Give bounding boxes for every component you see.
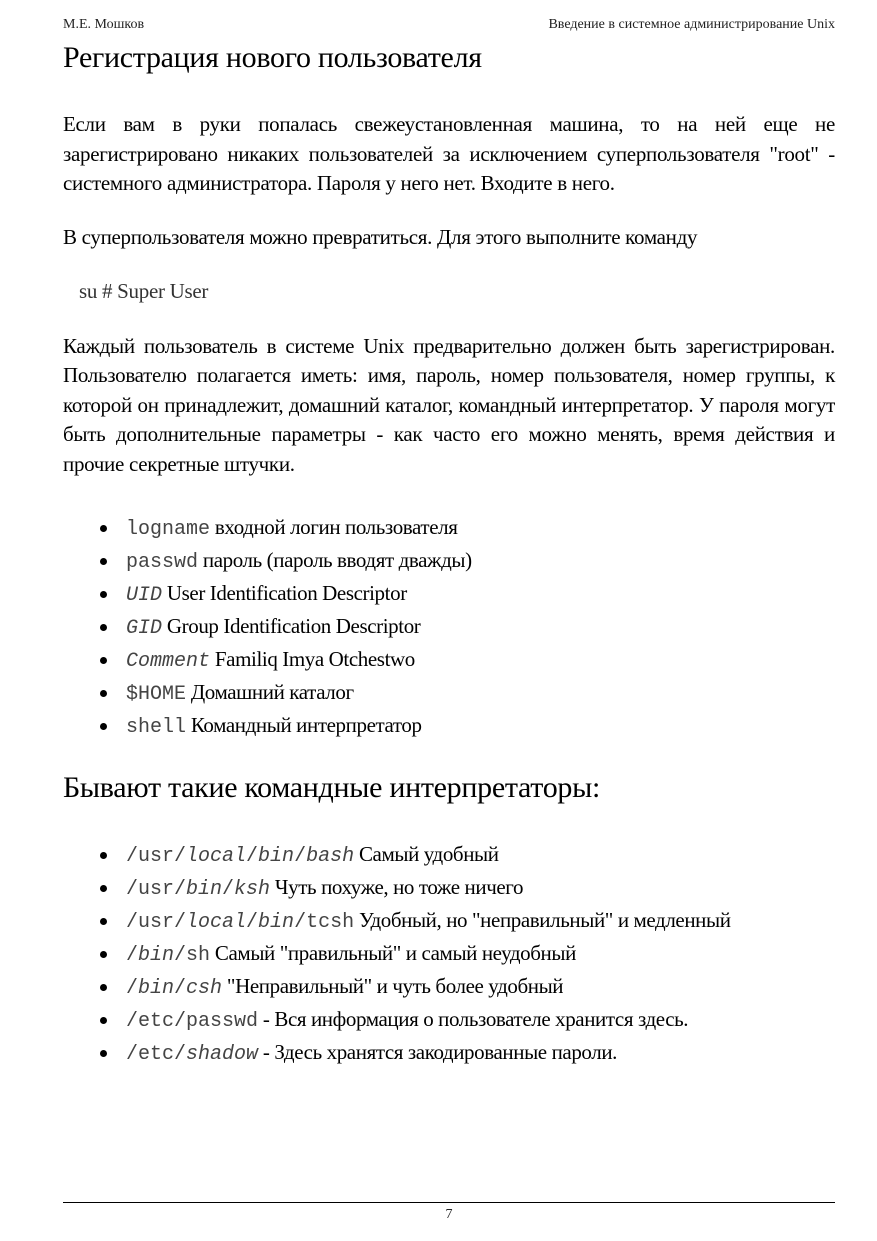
list-item [63, 938, 835, 971]
field-name: passwd [126, 551, 199, 574]
list-item [63, 710, 835, 743]
bullet-icon [100, 657, 107, 664]
list-item [63, 578, 835, 611]
shells-list [63, 839, 835, 1070]
field-name: shell [126, 716, 187, 739]
field-name: GID [126, 617, 163, 640]
list-item [63, 1037, 835, 1070]
shell-desc: Удобный, но "неправильный" и медленный [358, 908, 731, 932]
list-item [63, 839, 835, 872]
shell-desc: Чуть похуже, но тоже ничего [274, 875, 524, 899]
list-item [63, 644, 835, 677]
list-item [63, 1004, 835, 1037]
shell-desc: "Неправильный" и чуть более удобный [226, 974, 564, 998]
page-footer [63, 1202, 835, 1223]
field-desc: User Identification Descriptor [166, 581, 407, 605]
shell-path: /bin/csh [126, 977, 223, 1000]
list-item [63, 677, 835, 710]
field-name: $HOME [126, 683, 187, 706]
bullet-icon [100, 525, 107, 532]
page-content [63, 38, 835, 1070]
shell-desc: - Здесь хранятся закодированные пароли. [262, 1040, 618, 1064]
field-desc: пароль (пароль вводят дважды) [202, 548, 472, 572]
field-name: Comment [126, 650, 211, 673]
header-title: Введение в системное администрирование Unix [548, 17, 835, 32]
page-number: 7 [445, 1207, 453, 1222]
shell-desc: Самый "правильный" и самый неудобный [214, 941, 576, 965]
page-header [63, 17, 835, 35]
bullet-icon [100, 885, 107, 892]
field-desc: Домашний каталог [190, 680, 354, 704]
shell-path: /usr/bin/ksh [126, 878, 271, 901]
bullet-icon [100, 1017, 107, 1024]
shell-path: /bin/sh [126, 944, 211, 967]
bullet-icon [100, 951, 107, 958]
paragraph-superuser: В суперпользователя можно превратиться. Для этого выполните команду [63, 224, 698, 249]
shell-path: /usr/local/bin/tcsh [126, 911, 355, 934]
shell-desc: - Вся информация о пользователе хранится здесь. [262, 1007, 689, 1031]
list-item [63, 872, 835, 905]
bullet-icon [100, 984, 107, 991]
bullet-icon [100, 690, 107, 697]
field-desc: Group Identification Descriptor [166, 614, 421, 638]
bullet-icon [100, 591, 107, 598]
user-fields-list [63, 512, 835, 743]
list-item [63, 971, 835, 1004]
paragraph-intro: Если вам в руки попалась свежеустановленная машина, то на ней еще не зарегистрировано никаких пользователей за исключением суперпользователя "root" - системного администратора. Пароля у него нет. Входите в него. [63, 112, 835, 195]
command-example: su # Super User [79, 279, 209, 303]
bullet-icon [100, 723, 107, 730]
bullet-icon [100, 918, 107, 925]
list-item [63, 611, 835, 644]
section-heading-registration: Регистрация нового пользователя [63, 41, 482, 74]
field-name: UID [126, 584, 163, 607]
list-item [63, 512, 835, 545]
shell-path: /etc/passwd [126, 1010, 259, 1033]
bullet-icon [100, 558, 107, 565]
bullet-icon [100, 1050, 107, 1057]
field-desc: Командный интерпретатор [190, 713, 422, 737]
shell-path: /usr/local/bin/bash [126, 845, 355, 868]
shell-desc: Самый удобный [358, 842, 499, 866]
field-name: logname [126, 518, 211, 541]
bullet-icon [100, 624, 107, 631]
header-author: М.Е. Мошков [63, 17, 145, 32]
bullet-icon [100, 852, 107, 859]
shell-path: /etc/shadow [126, 1043, 259, 1066]
field-desc: входной логин пользователя [214, 515, 458, 539]
list-item [63, 545, 835, 578]
paragraph-user-attributes: Каждый пользователь в системе Unix предварительно должен быть зарегистрирован. Пользователю полагается иметь: имя, пароль, номер пользователя, номер группы, к которой он принадлежит, домашний каталог, командный интерпретатор. У пароля могут быть дополнительные параметры - как часто его можно менять, время действия и прочие секретные штучки. [63, 333, 835, 476]
list-item [63, 905, 835, 938]
section-heading-shells: Бывают такие командные интерпретаторы: [63, 771, 600, 804]
field-desc: Familiq Imya Otchestwo [214, 647, 415, 671]
